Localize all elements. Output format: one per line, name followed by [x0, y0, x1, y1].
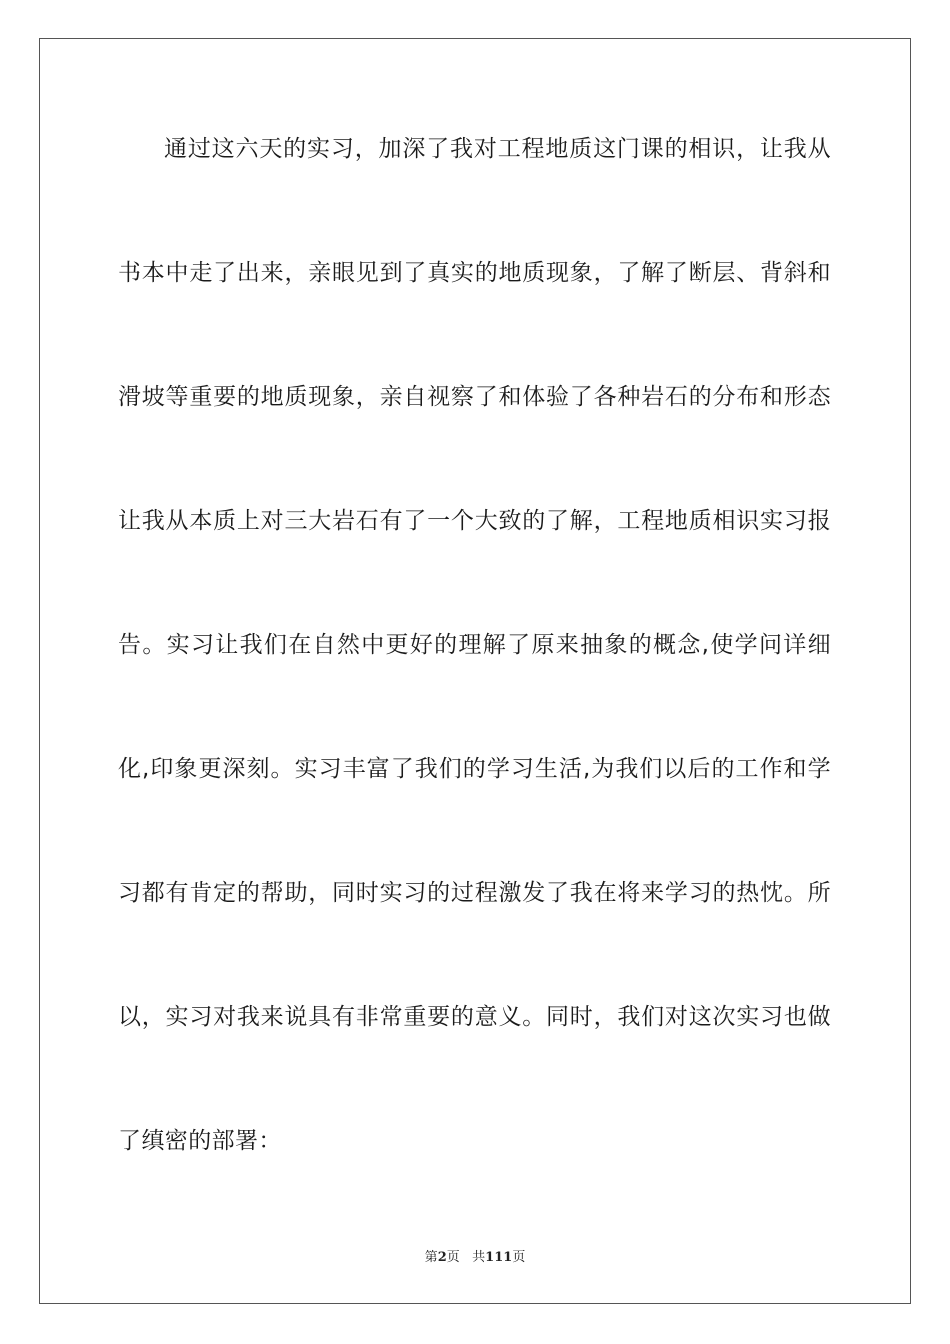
paragraph-line: 书本中走了出来，亲眼见到了真实的地质现象，了解了断层、背斜和: [118, 260, 831, 286]
footer-total-pages: 111: [485, 1250, 513, 1265]
footer-page-suffix: 页: [446, 1250, 460, 1265]
paragraph-line: 滑坡等重要的地质现象，亲自视察了和体验了各种岩石的分布和形态: [118, 384, 831, 410]
footer-page-prefix: 第: [424, 1250, 438, 1265]
footer-total-prefix: 共: [472, 1250, 486, 1265]
paragraph-line: 化,印象更深刻。实习丰富了我们的学习生活,为我们以后的工作和学: [118, 756, 831, 782]
footer-page-number: 2: [437, 1250, 447, 1265]
page-border: [39, 38, 911, 1304]
page-footer: [0, 1246, 950, 1265]
footer-total-suffix: 页: [512, 1250, 526, 1265]
paragraph-line: 习都有肯定的帮助，同时实习的过程激发了我在将来学习的热忱。所: [118, 880, 831, 906]
paragraph-line: 以，实习对我来说具有非常重要的意义。同时，我们对这次实习也做: [118, 1004, 831, 1030]
paragraph-line: 让我从本质上对三大岩石有了一个大致的了解，工程地质相识实习报: [118, 508, 831, 534]
paragraph-line: 告。实习让我们在自然中更好的理解了原来抽象的概念,使学问详细: [118, 632, 831, 658]
paragraph-line: 通过这六天的实习，加深了我对工程地质这门课的相识，让我从: [164, 136, 831, 162]
paragraph-line: 了缜密的部署：: [118, 1128, 282, 1154]
